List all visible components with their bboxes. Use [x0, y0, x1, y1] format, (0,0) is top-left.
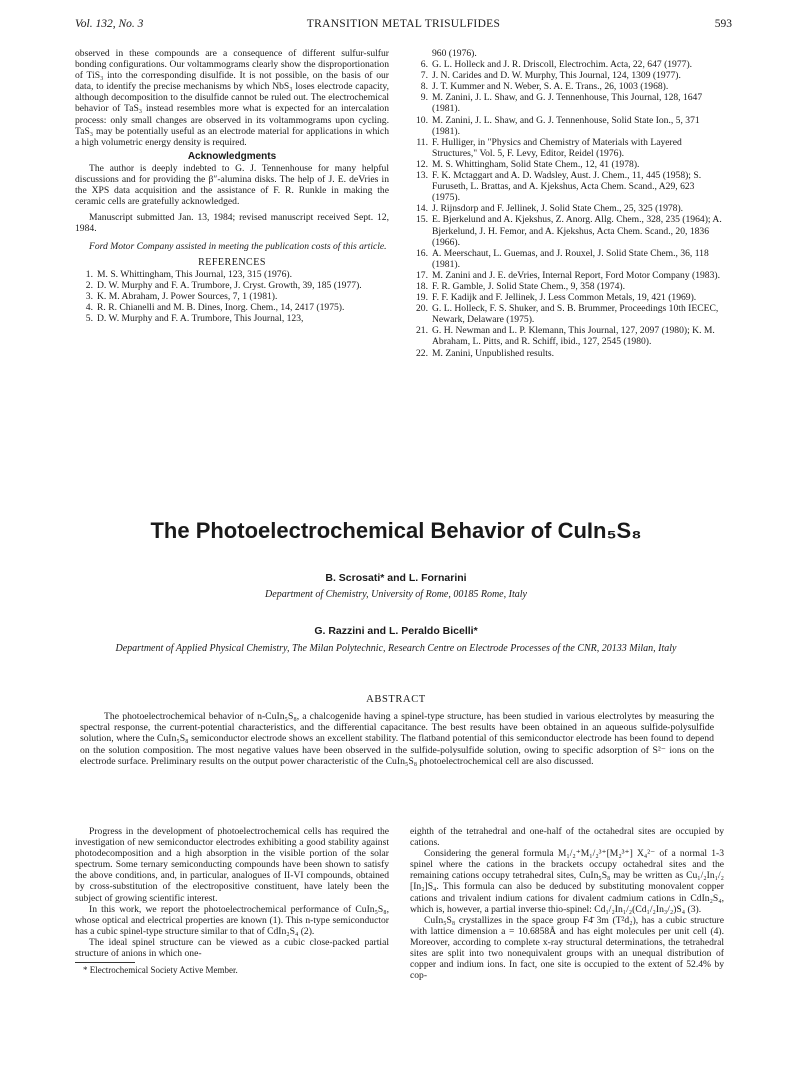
references-list-right — [410, 59, 724, 359]
reference-item — [75, 269, 389, 280]
top-left-column — [75, 48, 389, 324]
reference-item — [410, 248, 724, 270]
reference-number: 14. — [416, 203, 428, 215]
reference-text: F. R. Gamble, J. Solid State Chem., 9, 358 (1974). — [432, 280, 625, 292]
authors-group-2: G. Razzini and L. Peraldo Bicelli* — [314, 625, 478, 637]
reference-continuation: 960 (1976). — [432, 48, 477, 59]
reference-item — [410, 214, 724, 247]
references-list-left — [75, 269, 389, 324]
reference-number: 21. — [416, 325, 428, 337]
structure-paragraph-1: eighth of the tetrahedral and one-half of the octahedral sites are occupied by cations. — [410, 826, 724, 849]
reference-item — [75, 291, 389, 302]
reference-text: D. W. Murphy and F. A. Trumbore, This Journal, 123, — [97, 313, 304, 325]
acknowledgments-heading: Acknowledgments — [187, 150, 277, 162]
structure-paragraph-2: Considering the general formula M₁/₂⁺M₁/₂³⁺[M₂³⁺] X₄²⁻ of a normal 1-3 spinel where the cations in the brackets occupy octahedral sites and the remaining cations occupy tetrahedral sites, CuIn₅S₈ may be written as Cu₁/₂In₁/₂ [In₂]S₄. This formula can also be deduced by substituting monovalent copper cations and trivalent indium cations for divalent cadmium cations in CdIn₂S₄, which is, however, a partial inverse thio-spinel: Cd₁/₂In₁/₂(Cd₁/₂In₃/₂)S₄ (3). — [410, 848, 724, 915]
reference-number: 1. — [85, 268, 93, 280]
reference-item — [75, 313, 389, 324]
reference-text: M. S. Whittingham, Solid State Chem., 12, 41 (1978). — [432, 158, 640, 170]
affiliation-1: Department of Chemistry, University of Rome, 00185 Rome, Italy — [265, 589, 527, 600]
reference-number: 8. — [420, 81, 428, 93]
reference-item — [410, 303, 724, 325]
reference-text: M. Zanini, Unpublished results. — [432, 347, 555, 359]
reference-item — [410, 170, 724, 203]
top-right-column — [410, 48, 724, 359]
reference-number: 2. — [85, 279, 93, 291]
affiliation-2: Department of Applied Physical Chemistry, The Milan Polytechnic, Research Centre on Electrode Processes of the CNR, 20133 Milan, Italy — [115, 643, 677, 654]
reference-item — [410, 59, 724, 70]
reference-number: 3. — [85, 290, 93, 302]
reference-text: M. Zanini, J. L. Shaw, and G. J. Tennenhouse, Solid State Ion., 5, 371 (1981). — [432, 114, 700, 137]
reference-item — [410, 292, 724, 303]
reference-item — [410, 281, 724, 292]
conclusion-paragraph: observed in these compounds are a consequence of different sulfur-sulfur bonding configurations. Our voltammograms clearly show the disproportionation of TiS₃ into the corresponding disulfide. It is not possible, on the basis of our data, to identify the precise mechanisms by which NbS₃ loses electrode capacity, although decomposition to the disulfide cannot be ruled out. The electrochemical behavior of TaS₃ instead resembles more what is expected for an intercalation process: only small changes are observed in its voltammograms upon cycling. TaS₃ may be potentially useful as an electrode material for applications in which a high volumetric energy density is required. — [75, 48, 389, 148]
running-header — [75, 18, 732, 34]
manuscript-submitted: Manuscript submitted Jan. 13, 1984; revised manuscript received Sept. 12, 1984. — [75, 212, 389, 235]
reference-number: 20. — [416, 303, 428, 315]
publication-costs-note: Ford Motor Company assisted in meeting the publication costs of this article. — [89, 240, 387, 252]
abstract-text: The photoelectrochemical behavior of n-CuIn₅S₈, a chalcogenide having a spinel-type structure, has been studied in various electrolytes by measuring the spectral response, the current-potential characteristics, and the differential capacitance. The best results have been obtained in an aqueous sulfide-polysulfide solution, where the CuIn₅S₈ semiconductor electrode shows an excellent stability. The flatband potential of this semiconductor electrode has been found to depend on the solution composition. The most negative values have been observed in the sulfide-polysulfide solution, owing to specific adsorption of S²⁻ ions on the electrode surface. Preliminary results on the output power characteristic of the CuIn₅S₈ photoelectrochemical cell are also discussed. — [80, 711, 714, 767]
authors-group-1: B. Scrosati* and L. Fornarini — [325, 572, 467, 584]
reference-text: M. S. Whittingham, This Journal, 123, 315 (1976). — [97, 268, 292, 280]
reference-number: 17. — [416, 269, 428, 281]
page-number: 593 — [714, 18, 732, 30]
reference-number: 7. — [420, 70, 428, 82]
article-title: The Photoelectrochemical Behavior of CuIn₅S₈ — [150, 518, 642, 543]
reference-text: R. R. Chianelli and M. B. Dines, Inorg. Chem., 14, 2417 (1975). — [97, 301, 345, 313]
reference-number: 15. — [416, 214, 428, 226]
reference-number: 13. — [416, 170, 428, 182]
reference-number: 10. — [416, 114, 428, 126]
references-heading: REFERENCES — [198, 256, 266, 268]
reference-text: E. Bjerkelund and A. Kjekshus, Z. Anorg. Allg. Chem., 328, 235 (1964); A. Bjerkelund, J. H. Femor, and A. Kjekshus, Acta Chem. Scand., 20, 1836 (1966). — [432, 214, 722, 248]
reference-text: A. Meerschaut, L. Guemas, and J. Rouxel, J. Solid State Chem., 36, 118 (1981). — [432, 247, 709, 270]
intro-paragraph-3: The ideal spinel structure can be viewed as a cubic close-packed partial structure of anions in which one- — [75, 936, 389, 960]
reference-text: K. M. Abraham, J. Power Sources, 7, 1 (1981). — [97, 290, 278, 302]
structure-paragraph-3: CuIn₅S₈ crystallizes in the space group F4̄ 3m (T²d₂), has a cubic structure with lattice dimension a = 10.6858Å and has eight molecules per unit cell (4). Moreover, according to complete x-ray structural determinations, the tetrahedral sites are split into two nonequivalent groups with an unequal distribution of copper and indium ions. In fact, one site is occupied to the extent of 52.4% by cop- — [410, 914, 724, 982]
reference-number: 16. — [416, 247, 428, 259]
reference-number: 6. — [420, 59, 428, 71]
reference-text: F. K. Mctaggart and A. D. Wadsley, Aust. J. Chem., 11, 445 (1958); S. Furuseth, L. Brattas, and A. Kjekshus, Acta Chem. Scand., A29, 623 (1975). — [432, 170, 702, 204]
reference-item — [410, 348, 724, 359]
reference-item — [410, 70, 724, 81]
reference-text: M. Zanini and J. E. deVries, Internal Report, Ford Motor Company (1983). — [432, 269, 720, 281]
reference-item — [410, 159, 724, 170]
reference-text: D. W. Murphy and F. A. Trumbore, J. Cryst. Growth, 39, 185 (1977). — [97, 279, 362, 291]
reference-item — [410, 325, 724, 347]
reference-item — [75, 302, 389, 313]
reference-number: 18. — [416, 280, 428, 292]
reference-number: 5. — [85, 313, 93, 325]
footnote-rule — [75, 962, 135, 963]
body-left-column — [75, 826, 389, 976]
reference-number: 11. — [416, 136, 428, 148]
reference-text: G. L. Holleck and J. R. Driscoll, Electrochim. Acta, 22, 647 (1977). — [432, 59, 693, 71]
intro-paragraph-1: Progress in the development of photoelectrochemical cells has required the investigation of new semiconductor electrodes exhibiting a good stability against photodecomposition and a high absorption in the visible portion of the solar spectrum. Some ternary semiconducting compounds have been shown to satisfy the above conditions, and, in particular, analogues of II-VI compounds, obtained by cross-substitution of the electropositive constituent, have lately been the subject of growing scientific interest. — [75, 826, 389, 904]
reference-text: F. F. Kadijk and F. Jellinek, J. Less Common Metals, 19, 421 (1969). — [432, 292, 697, 304]
reference-text: F. Hulliger, in "Physics and Chemistry of Materials with Layered Structures," Vol. 5, F. Levy, Editor, Reidel (1976). — [432, 136, 682, 159]
journal-volume: Vol. 132, No. 3 — [75, 18, 144, 30]
reference-text: J. N. Carides and D. W. Murphy, This Journal, 124, 1309 (1977). — [432, 70, 681, 82]
reference-number: 19. — [416, 292, 428, 304]
running-title: TRANSITION METAL TRISULFIDES — [306, 18, 501, 30]
intro-paragraph-2: In this work, we report the photoelectrochemical performance of CuIn₅S₈, whose optical and electrical properties are known (1). This n-type semiconductor has a cubic spinel-type structure similar to that of CdIn₂S₄ (2). — [75, 903, 389, 937]
acknowledgments-text: The author is deeply indebted to G. J. Tennenhouse for many helpful discussions and for providing the β″-alumina disks. The help of J. E. deVries in the XPS data acquisition and the assistance of F. R. Runkle in making the ceramic cells are gratefully acknowledged. — [75, 162, 389, 208]
reference-number: 22. — [416, 347, 428, 359]
reference-text: J. T. Kummer and N. Weber, S. A. E. Trans., 26, 1003 (1968). — [432, 81, 669, 93]
reference-text: G. L. Holleck, F. S. Shuker, and S. B. Brummer, Proceedings 10th IECEC, Newark, Delaware (1975). — [432, 303, 719, 326]
reference-item — [410, 92, 724, 114]
reference-number: 9. — [420, 92, 428, 104]
reference-item — [410, 137, 724, 159]
reference-item — [410, 270, 724, 281]
footnote: * Electrochemical Society Active Member. — [83, 965, 238, 976]
reference-number: 12. — [416, 158, 428, 170]
reference-text: J. Rijnsdorp and F. Jellinek, J. Solid State Chem., 25, 325 (1978). — [432, 203, 684, 215]
body-right-column — [410, 826, 724, 981]
reference-text: G. H. Newman and L. P. Klemann, This Journal, 127, 2097 (1980); K. M. Abraham, L. Pitts, and R. Schiff, ibid., 127, 2545 (1980). — [432, 325, 715, 348]
reference-item — [410, 115, 724, 137]
reference-item — [410, 81, 724, 92]
reference-item — [410, 203, 724, 214]
reference-item — [75, 280, 389, 291]
reference-text: M. Zanini, J. L. Shaw, and G. J. Tennenhouse, This Journal, 128, 1647 (1981). — [432, 92, 703, 115]
reference-number: 4. — [85, 301, 93, 313]
abstract-heading: ABSTRACT — [366, 694, 426, 705]
